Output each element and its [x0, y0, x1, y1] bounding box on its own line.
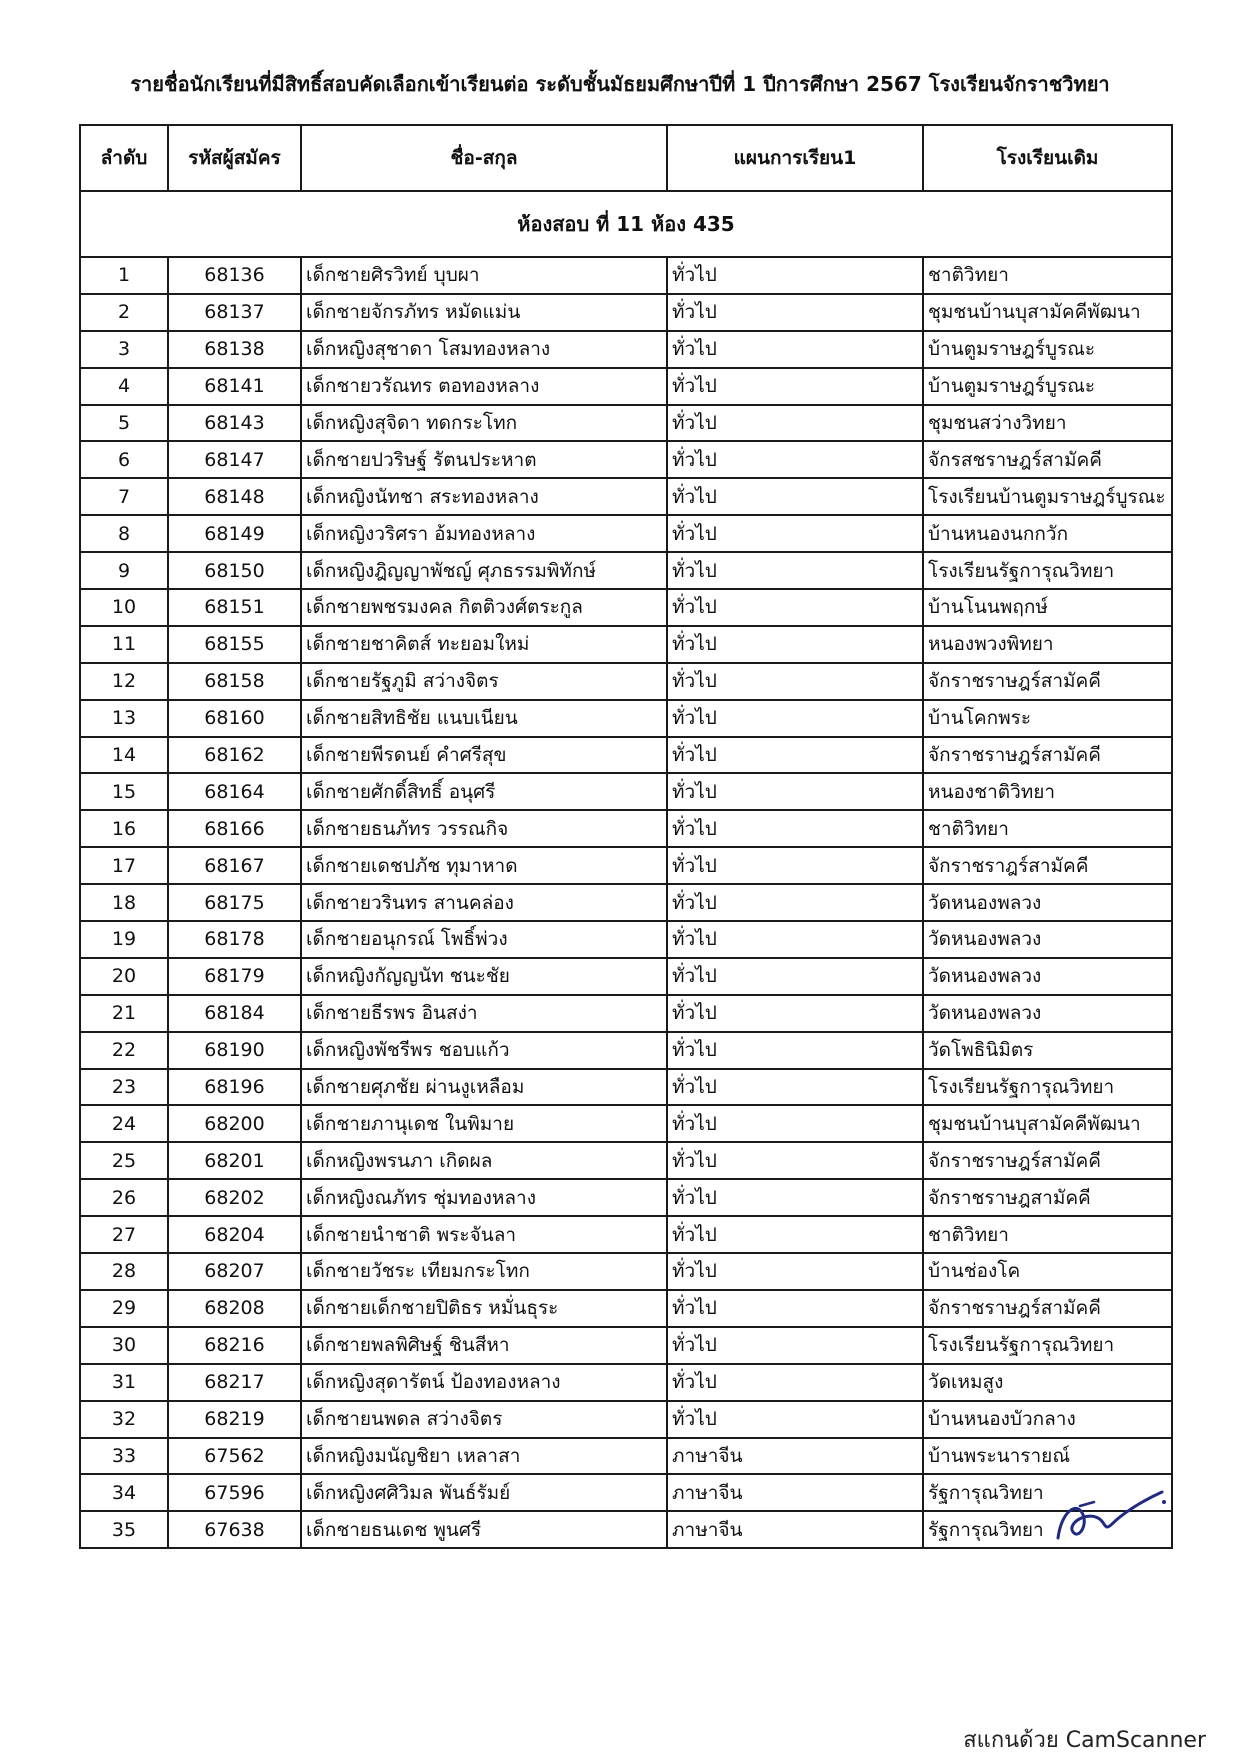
cell-full-name: เด็กชายปวริษฐ์ รัตนประหาต: [301, 441, 667, 478]
cell-applicant-code: 68151: [168, 589, 301, 626]
cell-no: 19: [80, 921, 168, 958]
cell-study-plan: ทั่วไป: [667, 1142, 923, 1179]
cell-no: 29: [80, 1290, 168, 1327]
cell-applicant-code: 68204: [168, 1216, 301, 1253]
cell-previous-school: โรงเรียนรัฐการุณวิทยา: [923, 552, 1172, 589]
cell-previous-school: โรงเรียนบ้านตูมราษฎร์บูรณะ: [923, 478, 1172, 515]
header-applicant-code: รหัสผู้สมัคร: [168, 125, 301, 191]
cell-previous-school: บ้านหนองบัวกลาง: [923, 1401, 1172, 1438]
cell-previous-school: วัดโพธินิมิตร: [923, 1032, 1172, 1069]
cell-study-plan: ทั่วไป: [667, 1253, 923, 1290]
cell-no: 22: [80, 1032, 168, 1069]
table-row: [80, 884, 1172, 921]
cell-previous-school: หนองพวงพิทยา: [923, 626, 1172, 663]
cell-previous-school: ชาติวิทยา: [923, 810, 1172, 847]
cell-full-name: เด็กชายศุภชัย ผ่านงูเหลือม: [301, 1069, 667, 1106]
cell-previous-school: บ้านโคกพระ: [923, 700, 1172, 737]
table-row: [80, 995, 1172, 1032]
cell-previous-school: รัฐการุณวิทยา: [923, 1511, 1172, 1548]
table-row: [80, 441, 1172, 478]
cell-no: 20: [80, 958, 168, 995]
cell-study-plan: ทั่วไป: [667, 1401, 923, 1438]
cell-full-name: เด็กหญิงมนัญชิยา เหลาสา: [301, 1438, 667, 1475]
cell-previous-school: โรงเรียนรัฐการุณวิทยา: [923, 1069, 1172, 1106]
table-row: [80, 1327, 1172, 1364]
document-title: รายชื่อนักเรียนที่มีสิทธิ์สอบคัดเลือกเข้าเรียนต่อ ระดับชั้นมัธยมศึกษาปีที่ 1 ปีการศึกษา 2567 โรงเรียนจักราชวิทยา: [130, 72, 1110, 96]
cell-applicant-code: 68164: [168, 773, 301, 810]
cell-full-name: เด็กชายพลพิศิษฐ์ ชินสีหา: [301, 1327, 667, 1364]
table-row: [80, 1290, 1172, 1327]
cell-study-plan: ทั่วไป: [667, 921, 923, 958]
cell-full-name: เด็กชายอนุกรณ์ โพธิ์พ่วง: [301, 921, 667, 958]
cell-full-name: เด็กชายสิทธิชัย แนบเนียน: [301, 700, 667, 737]
cell-applicant-code: 68147: [168, 441, 301, 478]
cell-full-name: เด็กหญิงสุชาดา โสมทองหลาง: [301, 331, 667, 368]
table-row: [80, 589, 1172, 626]
cell-no: 13: [80, 700, 168, 737]
cell-no: 6: [80, 441, 168, 478]
cell-applicant-code: 68148: [168, 478, 301, 515]
cell-applicant-code: 67562: [168, 1438, 301, 1475]
cell-no: 9: [80, 552, 168, 589]
header-previous-school: โรงเรียนเดิม: [923, 125, 1172, 191]
cell-study-plan: ทั่วไป: [667, 884, 923, 921]
cell-no: 30: [80, 1327, 168, 1364]
table-row: [80, 405, 1172, 442]
cell-previous-school: ชุมชนบ้านบุสามัคคีพัฒนา: [923, 1105, 1172, 1142]
cell-no: 24: [80, 1105, 168, 1142]
cell-applicant-code: 68167: [168, 847, 301, 884]
table-row: [80, 1364, 1172, 1401]
cell-full-name: เด็กหญิงวริศรา อ้มทองหลาง: [301, 515, 667, 552]
cell-applicant-code: 68217: [168, 1364, 301, 1401]
cell-applicant-code: 68162: [168, 737, 301, 774]
cell-no: 34: [80, 1474, 168, 1511]
cell-no: 11: [80, 626, 168, 663]
table-row: [80, 1032, 1172, 1069]
cell-study-plan: ทั่วไป: [667, 478, 923, 515]
table-row: [80, 552, 1172, 589]
cell-full-name: เด็กชายธนเดช พูนศรี: [301, 1511, 667, 1548]
cell-previous-school: ชุมชนบ้านบุสามัคคีพัฒนา: [923, 294, 1172, 331]
cell-no: 10: [80, 589, 168, 626]
table-row: [80, 257, 1172, 294]
cell-applicant-code: 68179: [168, 958, 301, 995]
table-row: [80, 515, 1172, 552]
cell-applicant-code: 68200: [168, 1105, 301, 1142]
cell-previous-school: จักราชราษฎร์สามัคคี: [923, 663, 1172, 700]
table-row: [80, 626, 1172, 663]
cell-previous-school: บ้านตูมราษฎร์บูรณะ: [923, 331, 1172, 368]
cell-previous-school: บ้านตูมราษฎร์บูรณะ: [923, 368, 1172, 405]
table-row: [80, 847, 1172, 884]
cell-no: 31: [80, 1364, 168, 1401]
camscanner-watermark: สแกนด้วย CamScanner: [963, 1728, 1206, 1753]
cell-applicant-code: 68207: [168, 1253, 301, 1290]
cell-no: 8: [80, 515, 168, 552]
cell-no: 27: [80, 1216, 168, 1253]
cell-full-name: เด็กชายวัชระ เทียมกระโทก: [301, 1253, 667, 1290]
cell-applicant-code: 68201: [168, 1142, 301, 1179]
cell-study-plan: ทั่วไป: [667, 737, 923, 774]
header-study-plan: แผนการเรียน1: [667, 125, 923, 191]
cell-full-name: เด็กหญิงกัญญนัท ชนะชัย: [301, 958, 667, 995]
cell-study-plan: ภาษาจีน: [667, 1474, 923, 1511]
cell-no: 1: [80, 257, 168, 294]
table-row: [80, 958, 1172, 995]
table-row: [80, 1179, 1172, 1216]
cell-no: 21: [80, 995, 168, 1032]
cell-full-name: เด็กชายเด็กชายปิติธร หมั่นธุระ: [301, 1290, 667, 1327]
cell-previous-school: จักราชราษฎร์สามัคคี: [923, 1142, 1172, 1179]
cell-full-name: เด็กชายเดชปภัช ทุมาหาด: [301, 847, 667, 884]
cell-study-plan: ทั่วไป: [667, 995, 923, 1032]
cell-full-name: เด็กชายธีรพร อินสง่า: [301, 995, 667, 1032]
exam-room-heading: ห้องสอบ ที่ 11 ห้อง 435: [80, 191, 1172, 257]
cell-no: 2: [80, 294, 168, 331]
cell-applicant-code: 67638: [168, 1511, 301, 1548]
cell-previous-school: หนองชาติวิทยา: [923, 773, 1172, 810]
table-row: [80, 773, 1172, 810]
cell-no: 25: [80, 1142, 168, 1179]
cell-full-name: เด็กชายศักดิ์สิทธิ์ อนุศรี: [301, 773, 667, 810]
header-full-name: ชื่อ-สกุล: [301, 125, 667, 191]
cell-study-plan: ทั่วไป: [667, 1364, 923, 1401]
table-row: [80, 1253, 1172, 1290]
cell-full-name: เด็กชายชาคิตส์ ทะยอมใหม่: [301, 626, 667, 663]
cell-previous-school: จักราชราษฎร์สามัคคี: [923, 1290, 1172, 1327]
cell-study-plan: ทั่วไป: [667, 773, 923, 810]
cell-applicant-code: 68138: [168, 331, 301, 368]
cell-full-name: เด็กชายจักรภัทร หมัดแม่น: [301, 294, 667, 331]
cell-applicant-code: 68137: [168, 294, 301, 331]
cell-no: 15: [80, 773, 168, 810]
cell-study-plan: ทั่วไป: [667, 958, 923, 995]
cell-full-name: เด็กชายนพดล สว่างจิตร: [301, 1401, 667, 1438]
cell-previous-school: วัดเหมสูง: [923, 1364, 1172, 1401]
cell-applicant-code: 68149: [168, 515, 301, 552]
cell-no: 18: [80, 884, 168, 921]
cell-study-plan: ทั่วไป: [667, 1327, 923, 1364]
table-row: [80, 1105, 1172, 1142]
cell-study-plan: ทั่วไป: [667, 552, 923, 589]
cell-no: 7: [80, 478, 168, 515]
cell-study-plan: ทั่วไป: [667, 294, 923, 331]
cell-study-plan: ภาษาจีน: [667, 1511, 923, 1548]
cell-full-name: เด็กชายภานุเดช ในพิมาย: [301, 1105, 667, 1142]
cell-study-plan: ทั่วไป: [667, 700, 923, 737]
cell-previous-school: โรงเรียนรัฐการุณวิทยา: [923, 1327, 1172, 1364]
cell-applicant-code: 68178: [168, 921, 301, 958]
cell-previous-school: บ้านหนองนกกวัก: [923, 515, 1172, 552]
cell-previous-school: วัดหนองพลวง: [923, 921, 1172, 958]
cell-study-plan: ภาษาจีน: [667, 1438, 923, 1475]
cell-no: 14: [80, 737, 168, 774]
cell-applicant-code: 68208: [168, 1290, 301, 1327]
cell-previous-school: ชุมชนสว่างวิทยา: [923, 405, 1172, 442]
cell-full-name: เด็กชายวรินทร สานคล่อง: [301, 884, 667, 921]
handwritten-signature: [1050, 1478, 1170, 1548]
cell-full-name: เด็กหญิงสุดารัตน์ ป้องทองหลาง: [301, 1364, 667, 1401]
cell-applicant-code: 68143: [168, 405, 301, 442]
cell-full-name: เด็กหญิงพรนภา เกิดผล: [301, 1142, 667, 1179]
cell-full-name: เด็กชายพชรมงคล กิตติวงศ์ตระกูล: [301, 589, 667, 626]
cell-applicant-code: 68219: [168, 1401, 301, 1438]
cell-previous-school: จักราชราษฎสามัคคี: [923, 1179, 1172, 1216]
cell-previous-school: จักราชราฎร์สามัคคี: [923, 847, 1172, 884]
cell-applicant-code: 68190: [168, 1032, 301, 1069]
cell-study-plan: ทั่วไป: [667, 257, 923, 294]
table-row: [80, 700, 1172, 737]
cell-study-plan: ทั่วไป: [667, 368, 923, 405]
cell-full-name: เด็กหญิงณภัทร ชุ่มทองหลาง: [301, 1179, 667, 1216]
cell-applicant-code: 68136: [168, 257, 301, 294]
cell-study-plan: ทั่วไป: [667, 589, 923, 626]
cell-full-name: เด็กหญิงสุจิดา ทดกระโทก: [301, 405, 667, 442]
cell-previous-school: วัดหนองพลวง: [923, 995, 1172, 1032]
cell-applicant-code: 68155: [168, 626, 301, 663]
cell-applicant-code: 68158: [168, 663, 301, 700]
cell-previous-school: รัฐการุณวิทยา: [923, 1474, 1172, 1511]
cell-full-name: เด็กหญิงพัชรีพร ชอบแก้ว: [301, 1032, 667, 1069]
cell-study-plan: ทั่วไป: [667, 405, 923, 442]
cell-no: 3: [80, 331, 168, 368]
cell-full-name: เด็กชายธนภัทร วรรณกิจ: [301, 810, 667, 847]
cell-applicant-code: 67596: [168, 1474, 301, 1511]
cell-no: 17: [80, 847, 168, 884]
cell-previous-school: จักราชราษฎร์สามัคคี: [923, 737, 1172, 774]
cell-study-plan: ทั่วไป: [667, 810, 923, 847]
cell-previous-school: บ้านพระนารายณ์: [923, 1438, 1172, 1475]
cell-full-name: เด็กชายพีรดนย์ คำศรีสุข: [301, 737, 667, 774]
cell-study-plan: ทั่วไป: [667, 626, 923, 663]
cell-study-plan: ทั่วไป: [667, 663, 923, 700]
cell-study-plan: ทั่วไป: [667, 1105, 923, 1142]
cell-full-name: เด็กชายศิรวิทย์ บุบผา: [301, 257, 667, 294]
cell-previous-school: บ้านช่องโค: [923, 1253, 1172, 1290]
room-heading-row: [80, 191, 1172, 257]
cell-applicant-code: 68196: [168, 1069, 301, 1106]
cell-applicant-code: 68160: [168, 700, 301, 737]
table-row: [80, 294, 1172, 331]
cell-applicant-code: 68202: [168, 1179, 301, 1216]
cell-no: 26: [80, 1179, 168, 1216]
cell-study-plan: ทั่วไป: [667, 515, 923, 552]
candidate-table: [79, 124, 1173, 1549]
table-row: [80, 1216, 1172, 1253]
cell-no: 28: [80, 1253, 168, 1290]
cell-applicant-code: 68184: [168, 995, 301, 1032]
cell-study-plan: ทั่วไป: [667, 847, 923, 884]
table-row: [80, 1401, 1172, 1438]
table-row: [80, 478, 1172, 515]
table-row: [80, 331, 1172, 368]
cell-no: 12: [80, 663, 168, 700]
table-row: [80, 663, 1172, 700]
table-row: [80, 737, 1172, 774]
table-row: [80, 1474, 1172, 1511]
cell-study-plan: ทั่วไป: [667, 1069, 923, 1106]
table-row: [80, 368, 1172, 405]
table-row: [80, 1069, 1172, 1106]
cell-no: 23: [80, 1069, 168, 1106]
cell-previous-school: วัดหนองพลวง: [923, 958, 1172, 995]
cell-previous-school: ชาติวิทยา: [923, 257, 1172, 294]
cell-full-name: เด็กชายนำชาติ พระจันลา: [301, 1216, 667, 1253]
cell-no: 35: [80, 1511, 168, 1548]
cell-no: 32: [80, 1401, 168, 1438]
table-row: [80, 921, 1172, 958]
cell-study-plan: ทั่วไป: [667, 1179, 923, 1216]
cell-previous-school: จักรสชราษฎร์สามัคคี: [923, 441, 1172, 478]
table-header-row: [80, 125, 1172, 191]
table-row: [80, 1511, 1172, 1548]
cell-no: 5: [80, 405, 168, 442]
cell-study-plan: ทั่วไป: [667, 331, 923, 368]
table-row: [80, 1438, 1172, 1475]
cell-full-name: เด็กหญิงศศิวิมล พันธ์รัมย์: [301, 1474, 667, 1511]
cell-applicant-code: 68141: [168, 368, 301, 405]
cell-full-name: เด็กชายวรัณทร ตอทองหลาง: [301, 368, 667, 405]
cell-applicant-code: 68166: [168, 810, 301, 847]
cell-study-plan: ทั่วไป: [667, 1290, 923, 1327]
cell-full-name: เด็กชายรัฐภูมิ สว่างจิตร: [301, 663, 667, 700]
cell-no: 4: [80, 368, 168, 405]
cell-study-plan: ทั่วไป: [667, 441, 923, 478]
cell-no: 16: [80, 810, 168, 847]
cell-previous-school: วัดหนองพลวง: [923, 884, 1172, 921]
cell-applicant-code: 68175: [168, 884, 301, 921]
cell-previous-school: บ้านโนนพฤกษ์: [923, 589, 1172, 626]
cell-no: 33: [80, 1438, 168, 1475]
header-no: ลำดับ: [80, 125, 168, 191]
table-row: [80, 1142, 1172, 1179]
cell-applicant-code: 68216: [168, 1327, 301, 1364]
cell-study-plan: ทั่วไป: [667, 1216, 923, 1253]
cell-previous-school: ชาติวิทยา: [923, 1216, 1172, 1253]
cell-study-plan: ทั่วไป: [667, 1032, 923, 1069]
cell-applicant-code: 68150: [168, 552, 301, 589]
cell-full-name: เด็กหญิงนัทชา สระทองหลาง: [301, 478, 667, 515]
cell-full-name: เด็กหญิงฎิญญาพัชญ์ ศุภธรรมพิทักษ์: [301, 552, 667, 589]
table-row: [80, 810, 1172, 847]
